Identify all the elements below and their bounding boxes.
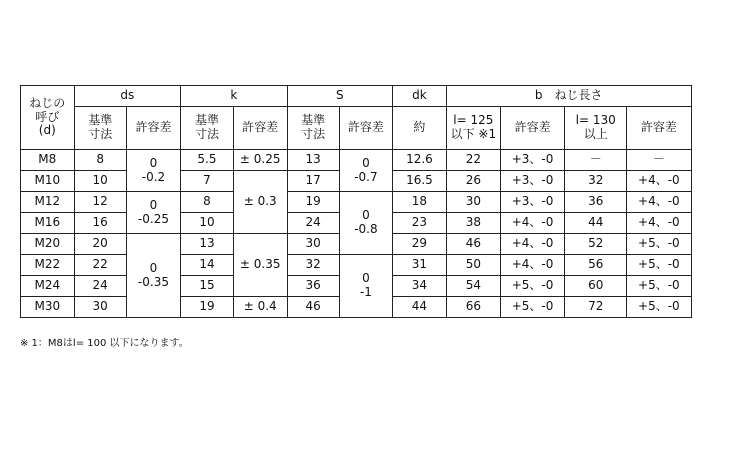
header-ds-tol: 許容差 bbox=[126, 107, 180, 150]
cell-ds: 24 bbox=[74, 276, 126, 297]
cell-k-tol: ± 0.25 bbox=[233, 150, 287, 171]
cell-s: 30 bbox=[287, 234, 339, 255]
cell-b2-tol: +4、-0 bbox=[627, 192, 691, 213]
cell-s-tol: 0 -0.7 bbox=[339, 150, 392, 192]
cell-k: 15 bbox=[181, 276, 234, 297]
cell-d: M12 bbox=[21, 192, 75, 213]
cell-b2-tol: +5、-0 bbox=[627, 255, 691, 276]
cell-b2: 56 bbox=[565, 255, 627, 276]
header-nominal: ねじの 呼び (d) bbox=[21, 86, 75, 150]
cell-d: M30 bbox=[21, 297, 75, 318]
cell-s: 17 bbox=[287, 171, 339, 192]
cell-s: 36 bbox=[287, 276, 339, 297]
header-s-std: 基準 寸法 bbox=[287, 107, 339, 150]
cell-s-tol: 0 -1 bbox=[339, 255, 392, 318]
cell-ds-tol: 0 -0.35 bbox=[126, 234, 180, 318]
cell-s: 32 bbox=[287, 255, 339, 276]
header-b: b ねじ長さ bbox=[446, 86, 691, 107]
cell-b1: 22 bbox=[446, 150, 500, 171]
cell-b1-tol: +3、-0 bbox=[500, 171, 564, 192]
cell-b1: 50 bbox=[446, 255, 500, 276]
header-s: S bbox=[287, 86, 393, 107]
cell-b1: 38 bbox=[446, 213, 500, 234]
cell-d: M16 bbox=[21, 213, 75, 234]
cell-ds: 22 bbox=[74, 255, 126, 276]
header-b2-tol: 許容差 bbox=[627, 107, 691, 150]
cell-k: 19 bbox=[181, 297, 234, 318]
cell-b2-tol: +5、-0 bbox=[627, 276, 691, 297]
footnote: ※ 1：M8はl= 100 以下になります。 bbox=[20, 338, 189, 349]
cell-b2: － bbox=[565, 150, 627, 171]
cell-s: 19 bbox=[287, 192, 339, 213]
cell-b2-tol: +4、-0 bbox=[627, 213, 691, 234]
cell-dk: 12.6 bbox=[393, 150, 447, 171]
cell-dk: 23 bbox=[393, 213, 447, 234]
cell-dk: 34 bbox=[393, 276, 447, 297]
cell-b2: 44 bbox=[565, 213, 627, 234]
cell-k: 7 bbox=[181, 171, 234, 192]
cell-b2: 36 bbox=[565, 192, 627, 213]
cell-b1: 46 bbox=[446, 234, 500, 255]
spec-table-wrapper bbox=[20, 85, 750, 318]
cell-s: 46 bbox=[287, 297, 339, 318]
header-k-std: 基準 寸法 bbox=[181, 107, 234, 150]
cell-d: M20 bbox=[21, 234, 75, 255]
cell-k-tol: ± 0.4 bbox=[233, 297, 287, 318]
cell-s-tol: 0 -0.8 bbox=[339, 192, 392, 255]
cell-k: 14 bbox=[181, 255, 234, 276]
header-k: k bbox=[181, 86, 287, 107]
cell-b1-tol: +5、-0 bbox=[500, 297, 564, 318]
cell-k: 13 bbox=[181, 234, 234, 255]
cell-b2-tol: +5、-0 bbox=[627, 297, 691, 318]
cell-d: M22 bbox=[21, 255, 75, 276]
table-row bbox=[21, 192, 750, 213]
cell-b2: 60 bbox=[565, 276, 627, 297]
cell-k-tol: ± 0.35 bbox=[233, 234, 287, 297]
header-s-tol: 許容差 bbox=[339, 107, 392, 150]
spec-table bbox=[20, 85, 750, 318]
cell-ds-tol: 0 -0.2 bbox=[126, 150, 180, 192]
cell-d: M8 bbox=[21, 150, 75, 171]
header-k-tol: 許容差 bbox=[233, 107, 287, 150]
header-ds-std: 基準 寸法 bbox=[74, 107, 126, 150]
cell-b1-tol: +4、-0 bbox=[500, 213, 564, 234]
cell-b1-tol: +4、-0 bbox=[500, 234, 564, 255]
cell-b1: 54 bbox=[446, 276, 500, 297]
cell-k: 10 bbox=[181, 213, 234, 234]
cell-ds: 8 bbox=[74, 150, 126, 171]
cell-s: 24 bbox=[287, 213, 339, 234]
cell-ds-tol: 0 -0.25 bbox=[126, 192, 180, 234]
cell-b1-tol: +3、-0 bbox=[500, 150, 564, 171]
cell-b1: 30 bbox=[446, 192, 500, 213]
cell-b2: 52 bbox=[565, 234, 627, 255]
cell-b2-tol: +4、-0 bbox=[627, 171, 691, 192]
cell-b2: 72 bbox=[565, 297, 627, 318]
header-row-2 bbox=[21, 107, 750, 150]
cell-b1-tol: +4、-0 bbox=[500, 255, 564, 276]
cell-ds: 20 bbox=[74, 234, 126, 255]
cell-ds: 10 bbox=[74, 171, 126, 192]
cell-b2-tol: +5、-0 bbox=[627, 234, 691, 255]
cell-ds: 30 bbox=[74, 297, 126, 318]
header-dk: dk bbox=[393, 86, 447, 107]
cell-dk: 29 bbox=[393, 234, 447, 255]
cell-b2: 32 bbox=[565, 171, 627, 192]
cell-b1-tol: +5、-0 bbox=[500, 276, 564, 297]
header-ds: ds bbox=[74, 86, 181, 107]
header-b2: l= 130 以上 bbox=[565, 107, 627, 150]
header-dk-approx: 約 bbox=[393, 107, 447, 150]
cell-ds: 12 bbox=[74, 192, 126, 213]
cell-k: 8 bbox=[181, 192, 234, 213]
header-row-1 bbox=[21, 86, 750, 107]
cell-d: M24 bbox=[21, 276, 75, 297]
cell-ds: 16 bbox=[74, 213, 126, 234]
cell-dk: 16.5 bbox=[393, 171, 447, 192]
cell-k: 5.5 bbox=[181, 150, 234, 171]
cell-b1: 66 bbox=[446, 297, 500, 318]
cell-k-tol: ± 0.3 bbox=[233, 171, 287, 234]
cell-b2-tol: － bbox=[627, 150, 691, 171]
header-b1-tol: 許容差 bbox=[500, 107, 564, 150]
header-b1: l= 125 以下 ※1 bbox=[446, 107, 500, 150]
cell-dk: 44 bbox=[393, 297, 447, 318]
cell-d: M10 bbox=[21, 171, 75, 192]
cell-b1-tol: +3、-0 bbox=[500, 192, 564, 213]
cell-s: 13 bbox=[287, 150, 339, 171]
cell-b1: 26 bbox=[446, 171, 500, 192]
table-row bbox=[21, 150, 750, 171]
cell-dk: 18 bbox=[393, 192, 447, 213]
cell-dk: 31 bbox=[393, 255, 447, 276]
